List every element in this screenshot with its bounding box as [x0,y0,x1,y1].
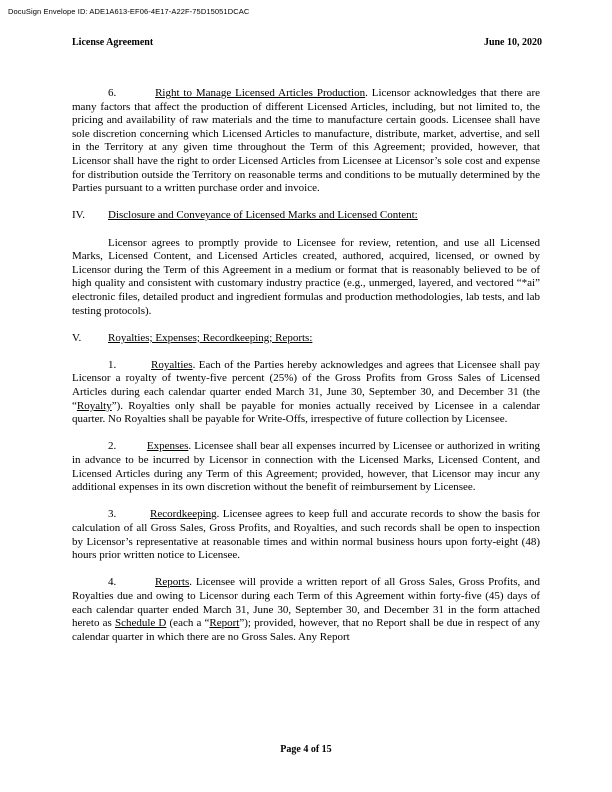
schedule-reference: Schedule D [114,617,167,630]
paragraph-number: 2. [108,440,117,453]
paragraph-heading: Reports [155,576,190,589]
paragraph-text: ”). Royalties only shall be payable for monies actually received by Licensee in a calendar quarter. No Royalties shall be payable for Write-Offs, irrespective of future collection by Licensee. [72,399,540,426]
paragraph-heading: Right to Manage Licensed Articles Production [155,87,366,99]
paragraph-1-royalties [72,359,540,427]
paragraph-2-expenses [72,440,540,494]
paragraph-heading: Recordkeeping [150,508,217,521]
paragraph-heading: Expenses [146,440,189,453]
page-number: Page 4 of 15 [280,744,332,755]
paragraph-number: 3. [108,508,117,521]
paragraph-number: 4. [108,576,117,589]
document-date: June 10, 2020 [483,37,542,48]
paragraph-number: 6. [108,87,117,99]
paragraph-text: . Licensee agrees to keep full and accurate records to show the basis for calculation of all Gross Sales, Gross Profits, and Royalties, and such records shall be open to inspection by Licensor’s representative at reasonable times and within normal business hours upon forty-eight (48) hours prior written notice to Licensee. [72,508,541,562]
paragraph-text: . Licensee will provide a written report of all Gross Sales, Gross Profits, and Royalties due and owing to Licensor during each Term of this Agreement within forty-five (45) days of each calendar quarter ended March 31, June 30, September 30, and December 31 in the form attached hereto as [72,576,540,630]
paragraph-3-recordkeeping [72,508,540,562]
document-body [72,87,540,657]
document-title: License Agreement [72,37,154,48]
paragraph-6 [72,87,540,196]
section-iv-heading [72,209,540,223]
paragraph-number: 1. [108,358,117,371]
defined-term: Report [209,617,240,630]
section-title: Disclosure and Conveyance of Licensed Marks and Licensed Content: [108,209,418,222]
section-v-heading [72,332,540,346]
section-number: IV. [72,209,85,222]
section-title: Royalties; Expenses; Recordkeeping; Reports: [108,331,313,344]
paragraph-text: ”); provided, however, that no Report shall be due in respect of any calendar quarter in which there are no Gross Sales. Any Report [72,617,541,643]
paragraph-text: . Each of the Parties hereby acknowledges and agrees that Licensee shall pay Licensor a royalty of twenty-five percent (25%) of the Gross Profits from Gross Sales of Licensed Articles during each calendar quarter ended March 31, June 30, September 30, and December 31 (the “ [72,358,541,412]
paragraph-4-reports [72,576,540,644]
paragraph-heading: Royalties [151,358,193,371]
paragraph-text: . Licensee shall bear all expenses incurred by Licensee or authorized in writing in advance to be incurred by Licensor in connection with the Licensed Marks, Licensed Content, and Licensed Articles during any Term of this Agreement; provided, however, that Licensor may incur any additional expenses in its own discretion without the benefit of reimbursement by Licensee. [72,440,540,494]
section-iv-body: Licensor agrees to promptly provide to Licensee for review, retention, and use all Licensed Marks, Licensed Content, and Licensed Articles created, authored, acquired, licensed, or owned by Licensor during the Term of this Agreement in a medium or format that is reasonably believed to be of high quality and consistent with customary industry practice (e.g., unmerged, layered, and vectored “*ai” electronic files, detailed product and ingredient formulas and production methodologies, lab tests, and lab testing protocols). [72,236,540,317]
docusign-envelope-id: DocuSign Envelope ID: ADE1A613-EF06-4E17-A22F-75D15051DCAC [8,7,250,16]
section-number: V. [72,331,82,344]
defined-term: Royalty [76,399,112,412]
paragraph-text: . Licensor acknowledges that there are many factors that affect the production of different Licensed Articles, including, but not limited to, the pricing and availability of raw materials and the time to manufacture certain goods. Licensee shall have sole discretion concerning which Licensed Articles to manufacture, distribute, market, advertise, and sell in the Territory at any given time throughout the Term of this Agreement; provided, however, that Licensor shall have the right to order Licensed Articles from Licensee at Licensor’s sole cost and expense for distribution outside the Territory on reasonable terms and conditions to be mutually determined by the Parties pursuant to a written purchase order and invoice. [72,87,540,195]
paragraph-text: (each a “ [166,617,210,630]
